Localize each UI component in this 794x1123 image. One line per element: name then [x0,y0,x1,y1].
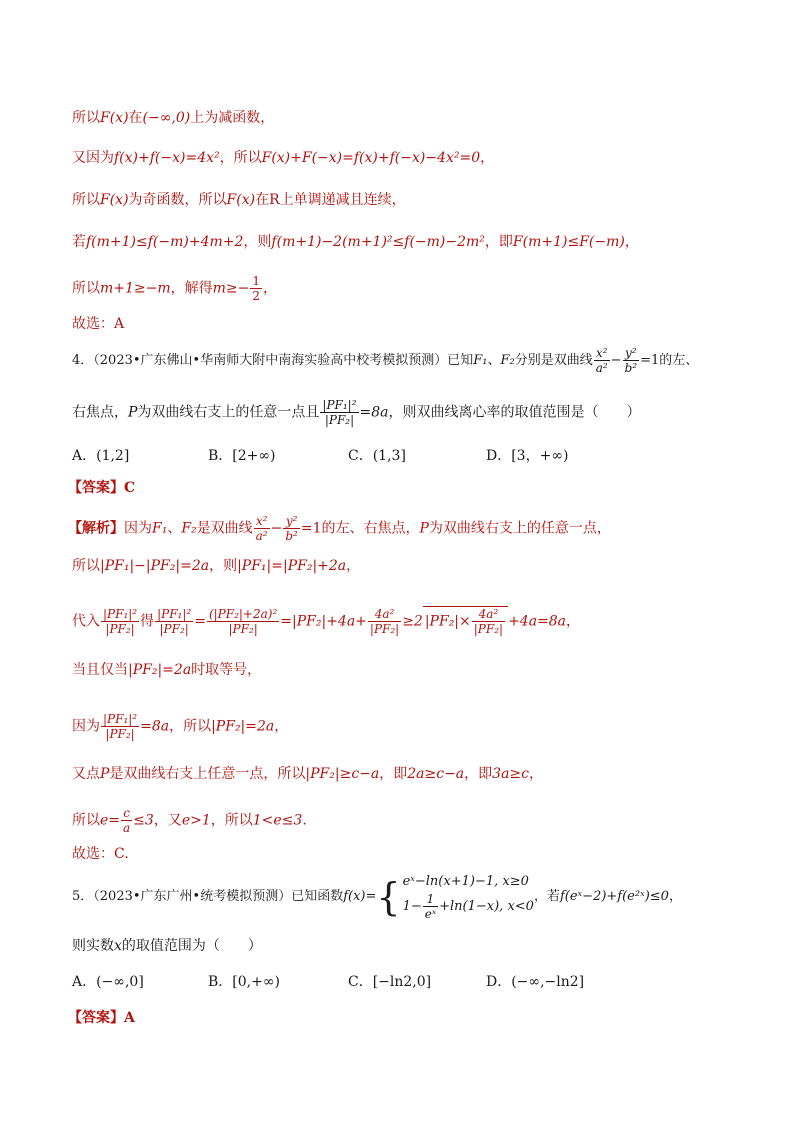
fraction [472,607,505,636]
math: 2a≥c−a [407,766,465,782]
denominator: |PF₂| [473,622,504,636]
text: 则实数 [72,938,114,954]
analysis-line [68,514,754,543]
denominator: |PF₂| [159,622,189,636]
numerator: |PF₁|² [322,398,357,412]
option-b[interactable]: B．[2+∞) [208,448,276,464]
text: 分别是双曲线 [514,353,593,368]
text: 上为减函数， [190,110,275,126]
question-5-stem [72,872,754,920]
math: f(x)+f(−x)=4x² [114,150,220,166]
text: ， [528,766,543,782]
math: f(m+1)−2(m+1)²≤f(−m)−2m² [271,234,485,250]
fraction [207,607,279,636]
text: ，即 [379,766,408,782]
fraction [623,346,640,375]
option-d[interactable]: D．(−∞,−ln2] [486,974,585,990]
numerator: x² [254,514,270,529]
fraction [101,607,139,636]
text: 所以 [72,280,100,297]
denominator: b² [624,361,638,375]
math: P [128,404,138,421]
denominator: eˣ [424,907,437,921]
text: ，即 [464,766,493,782]
math: − [270,520,283,537]
text: ，则双曲线离心率的取值范围是（ ） [388,404,641,421]
math: ≤3 [133,812,154,829]
text: ， [668,889,682,904]
text: 的取值范围为（ ） [121,938,262,954]
fraction [283,514,300,543]
math: F(x) [100,110,129,126]
math: x [114,938,122,954]
text-line [72,148,754,168]
option-a[interactable]: A．(−∞,0] [72,974,144,990]
text: ，则 [209,558,238,574]
text-line [72,190,754,210]
text: 因为 [72,718,100,735]
text: 5．（2023•广东广州•统考模拟预测）已知函数 [72,889,344,904]
text: 的左、右焦点， [321,520,420,537]
math: P [419,520,429,537]
analysis-line [72,660,754,680]
math: f(x)= [343,889,377,904]
case-1: eˣ−ln(x+1)−1, x≥0 [402,874,529,889]
text: 在 [128,110,143,126]
text-line [72,314,754,334]
text: 当且仅当 [72,662,128,678]
math: F₁ [473,353,488,368]
answer-label [68,478,754,498]
piecewise-cases [403,872,534,921]
fraction [155,607,193,636]
text: ，即 [484,234,513,250]
denominator: |PF₂| [369,622,400,636]
radicand: |PF₂|× [424,613,471,630]
text-line [72,108,754,128]
math: F₁ [152,520,168,537]
option-b[interactable]: B．[0,+∞) [208,974,280,990]
math: P [100,766,110,782]
text: ， [480,150,495,166]
math: e= [100,812,121,829]
text: . [302,812,307,829]
math: F(m+1)≤F(−m) [512,234,625,250]
text: 为奇函数，所以 [128,192,227,208]
text: 因为 [124,520,152,537]
question-4-stem [72,346,754,375]
text: 、 [487,353,501,368]
text: 所以 [72,812,100,829]
math: +4a=8a [508,613,567,630]
math: m≥− [212,280,250,297]
fraction [121,806,132,835]
denominator: b² [285,529,298,543]
text: 时取等号， [191,662,262,678]
denominator: |PF₂| [105,622,135,636]
math: |PF₁|=|PF₂|+2a [237,558,347,574]
denominator: a² [255,529,268,543]
question-4-stem-cont [72,398,754,427]
analysis-line: 代入 $\frac{\text{|PF₁|²}}{\text{|PF₂|}}$ 得 $\frac{\text{|PF₁|²}}{\text{|PF₂|}}$ = $\frac{\text{(|PF₂|+2a)²}}{\text{|PF₂|}}$ =|PF₂|+4a+ $\frac{\text{4a²}}{\text{|PF₂|}}$ ≥2 |PF₂|× $\frac{\text{4a²}}{\text{|PF₂|}}$ +4a=8a， [72,607,581,636]
math: F(x) [100,192,129,208]
denominator: |PF₂| [228,622,258,636]
numerator: x² [594,346,610,361]
text: 是双曲线右支上任意一点，所以 [109,766,306,782]
text: ，又 [153,812,182,829]
math: =1 [300,520,322,537]
text: 又点 [72,766,100,782]
math: e>1 [181,812,211,829]
analysis-line [72,844,754,864]
text: 在 [255,192,270,208]
choice-statement: 故选：C. [72,846,129,862]
text: ，则 [243,234,272,250]
question-5-stem-cont [72,936,754,956]
fraction [250,274,262,303]
text: 为双曲线右支上的任意一点， [428,520,611,537]
math: |PF₂|=2a [211,718,275,735]
denominator: |PF₂| [105,727,135,741]
math: F(x)+F(−x)=f(x)+f(−x)−4x²=0 [261,150,481,166]
text: 4．（2023•广东佛山•华南师大附中南海实验高中校考模拟预测）已知 [72,353,474,368]
math: F₂ [181,520,197,537]
text: 又因为 [72,150,114,166]
numerator: 4a² [472,607,505,622]
text: 若 [72,234,86,250]
math: m+1≥−m [100,280,171,297]
text: ，所以 [219,150,262,166]
numerator: 1 [423,892,438,907]
option-c[interactable]: C．(1,3] [348,448,406,464]
fraction [594,346,610,375]
option-d[interactable]: D．[3，+∞) [486,448,569,464]
math: |PF₂|=2a [128,662,192,678]
answer-label [68,1008,754,1028]
brace-symbol: { [376,874,401,919]
math: =8a [359,404,389,421]
numerator: (|PF₂|+2a)² [208,607,278,621]
math: =|PF₂|+4a+ [280,613,367,630]
text: 1− [402,899,422,914]
analysis-line [72,806,754,835]
square-root [423,606,508,636]
text: 、 [167,520,182,537]
text: 右焦点， [72,404,128,421]
text: ，所以 [210,812,253,829]
text: ， [274,718,289,735]
math: =8a [140,718,170,735]
text: 是双曲线 [196,520,253,537]
math: F(x) [226,192,256,208]
denominator: a² [595,361,608,375]
text: ，解得 [170,280,213,297]
question-4-options [72,446,754,466]
math: =1 [640,353,660,368]
text-line [72,274,754,303]
math: f(eˣ−2)+f(e²ˣ)≤0 [559,889,669,904]
numerator: |PF₁|² [103,607,138,621]
fraction [320,398,358,427]
text: 所以 [72,110,100,126]
choice-statement: 故选：A [72,316,125,332]
fraction [423,892,438,921]
math: 1<e≤3 [252,812,303,829]
fraction [368,607,401,636]
math: (−∞,0) [142,110,191,126]
analysis-tag: 【解析】 [68,520,124,537]
math: |PF₂|≥c−a [305,766,380,782]
answer-text: 【答案】C [68,480,136,496]
text: ，所以 [169,718,212,735]
text: 所以 [72,192,100,208]
text: 的左、 [659,353,699,368]
option-c[interactable]: C．[−ln2,0] [348,974,432,990]
text: ， [566,613,581,630]
text: 得 [140,613,155,630]
math: |PF₁|−|PF₂|=2a [100,558,210,574]
question-5-options [72,972,754,992]
analysis-line [72,712,754,741]
math: 3a≥c [492,766,529,782]
case-2 [403,892,534,921]
analysis-line [72,556,754,576]
text: 为双曲线右支上的任意一点且 [137,404,320,421]
text: ， [624,234,639,250]
analysis-line [72,764,754,784]
math: ≥2 [402,613,423,630]
math: − [610,353,622,368]
math: F₂ [500,353,515,368]
numerator: 1 [252,274,261,288]
math: R [269,192,280,208]
text: ，若 [533,889,560,904]
numerator: 4a² [368,607,401,622]
answer-text: 【答案】A [68,1010,135,1026]
denominator: |PF₂| [324,413,355,427]
option-a[interactable]: A．(1,2] [72,448,130,464]
text-line [72,232,754,252]
numerator: y² [283,514,300,529]
text: 上单调递减且连续， [279,192,406,208]
text: ， [263,280,278,297]
text: +ln(1−x), x<0 [439,899,534,914]
numerator: c [121,806,132,821]
text: ， [346,558,361,574]
fraction [254,514,270,543]
text: 所以 [72,558,100,574]
fraction [101,712,139,741]
numerator: |PF₁|² [103,712,138,726]
numerator: |PF₁|² [157,607,192,621]
denominator: a [123,821,131,835]
denominator: 2 [252,289,261,303]
text: 代入 [72,613,100,630]
math: f(m+1)≤f(−m)+4m+2 [86,234,244,250]
numerator: y² [623,346,640,361]
